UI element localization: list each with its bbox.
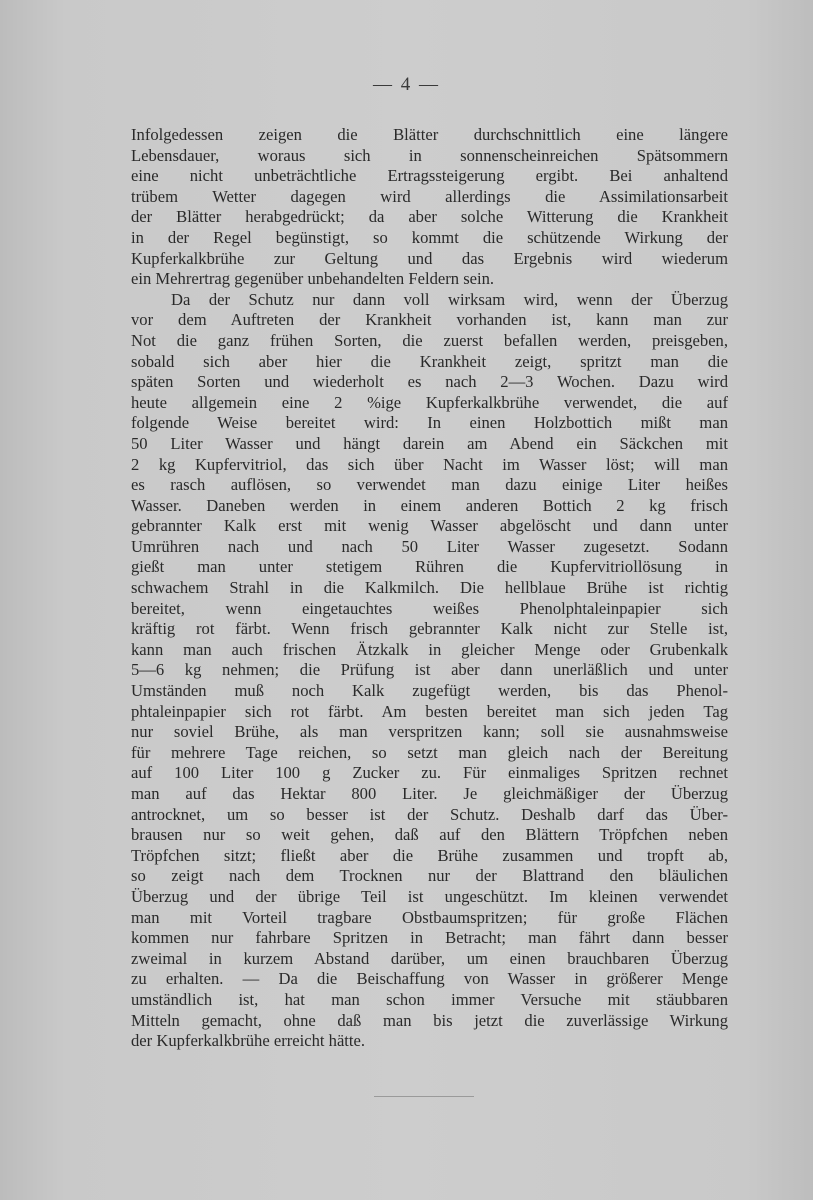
text-line: späten Sorten und wiederholt es nach 2—3 Wochen. Dazu wird (131, 372, 728, 392)
text-line: der Blätter herabgedrückt; da aber solche Witterung die Krankheit (131, 207, 728, 227)
text-line: kommen nur fahrbare Spritzen in Betracht; man fährt dann besser (131, 928, 728, 948)
text-line: man auf das Hektar 800 Liter. Je gleichmäßiger der Überzug (131, 784, 728, 803)
text-line: gebrannter Kalk erst mit wenig Wasser abgelöscht und dann unter (131, 516, 728, 536)
text-line: 50 Liter Wasser und hängt darein am Abend ein Säckchen mit (131, 433, 728, 453)
text-line: eine nicht unbeträchtliche Ertragssteigerung ergibt. Bei anhaltend (131, 166, 728, 186)
text-line: zweimal in kurzem Abstand darüber, um einen brauchbaren Überzug (131, 948, 728, 968)
text-line: es rasch auflösen, so verwendet man dazu einige Liter heißes (131, 475, 728, 495)
text-line: brausen nur so weit gehen, daß auf den Blättern Tröpfchen neben (131, 825, 728, 845)
text-line: der Kupferkalkbrühe erreicht hätte. (131, 1031, 366, 1051)
text-line: Umrühren nach und nach 50 Liter Wasser zugesetzt. Sodann (131, 536, 728, 556)
text-line: Da der Schutz nur dann voll wirksam wird, wenn der Überzug (171, 289, 728, 309)
text-line: ein Mehrertrag gegenüber unbehandelten Feldern sein. (131, 269, 495, 289)
text-line: phtaleinpapier sich rot färbt. Am besten bereitet man sich jeden Tag (131, 701, 728, 721)
text-line: Umständen muß noch Kalk zugefügt werden, bis das Phenol- (131, 681, 728, 701)
text-line: bereitet, wenn eingetauchtes weißes Phenolphtaleinpapier sich (131, 598, 728, 618)
text-line: gießt man unter stetigem Rühren die Kupfervitriollösung in (131, 557, 728, 577)
text-line: für mehrere Tage reichen, so setzt man gleich nach der Bereitung (131, 742, 728, 762)
text-line: Not die ganz frühen Sorten, die zuerst befallen werden, preisgeben, (131, 330, 728, 350)
text-line: Infolgedessen zeigen die Blätter durchschnittlich eine längere (131, 125, 728, 144)
text-line: trübem Wetter dagegen wird allerdings die Assimilationsarbeit (131, 186, 728, 206)
text-line: schwachem Strahl in die Kalkmilch. Die hellblaue Brühe ist richtig (131, 578, 728, 598)
text-line: Tröpfchen sitzt; fließt aber die Brühe zusammen und tropft ab, (131, 845, 728, 865)
text-line: auf 100 Liter 100 g Zucker zu. Für einmaliges Spritzen rechnet (131, 763, 728, 783)
footer-rule (374, 1096, 474, 1097)
text-line: 5—6 kg nehmen; die Prüfung ist aber dann unerläßlich und unter (131, 660, 728, 680)
text-line: sobald sich aber hier die Krankheit zeigt, spritzt man die (131, 351, 728, 371)
text-line: Überzug und der übrige Teil ist ungeschützt. Im kleinen verwendet (131, 886, 728, 906)
text-line: Mitteln gemacht, ohne daß man bis jetzt die zuverlässige Wirkung (131, 1010, 728, 1030)
text-line: Kupferkalkbrühe zur Geltung und das Ergebnis wird wiederum (131, 248, 728, 268)
text-line: kann man auch frischen Ätzkalk in gleicher Menge oder Grubenkalk (131, 639, 728, 659)
text-line: 2 kg Kupfervitriol, das sich über Nacht im Wasser löst; will man (131, 454, 728, 474)
text-line: so zeigt nach dem Trocknen nur der Blattrand den bläulichen (131, 866, 728, 886)
text-line: in der Regel begünstigt, so kommt die schützende Wirkung der (131, 227, 728, 247)
text-line: nur soviel Brühe, als man verspritzen kann; soll sie ausnahmsweise (131, 722, 728, 742)
text-line: kräftig rot färbt. Wenn frisch gebrannter Kalk nicht zur Stelle ist, (131, 619, 728, 639)
text-line: umständlich ist, hat man schon immer Versuche mit stäubbaren (131, 989, 728, 1009)
text-line: zu erhalten. — Da die Beischaffung von Wasser in größerer Menge (131, 969, 728, 989)
text-line: Wasser. Daneben werden in einem anderen Bottich 2 kg frisch (131, 495, 728, 515)
text-line: heute allgemein eine 2 %ige Kupferkalkbrühe verwendet, die auf (131, 392, 728, 412)
text-line: folgende Weise bereitet wird: In einen Holzbottich mißt man (131, 413, 728, 433)
text-line: man mit Vorteil tragbare Obstbaumspritzen; für große Flächen (131, 907, 728, 927)
page-number: — 4 — (373, 74, 440, 95)
text-line: vor dem Auftreten der Krankheit vorhanden ist, kann man zur (131, 310, 728, 330)
body-text (131, 125, 728, 1052)
text-line: antrocknet, um so besser ist der Schutz. Deshalb darf das Über- (131, 804, 728, 824)
text-line: Lebensdauer, woraus sich in sonnenscheinreichen Spätsommern (131, 145, 728, 165)
